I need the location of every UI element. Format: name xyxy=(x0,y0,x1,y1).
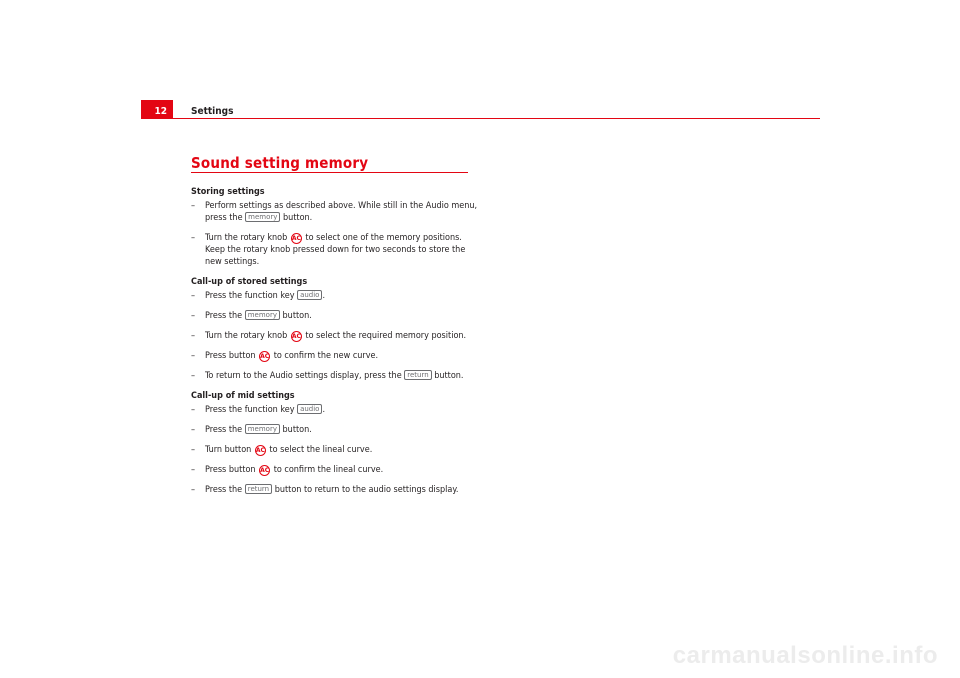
watermark: carmanualsonline.info xyxy=(672,642,938,669)
step: – Press button AC to confirm the lineal curve. xyxy=(191,465,384,475)
subheading-call-up-stored: Call-up of stored settings xyxy=(191,277,308,287)
step-text: Press button xyxy=(205,351,259,361)
step-text: to select the lineal curve. xyxy=(266,445,373,455)
step-text: Press the xyxy=(205,311,245,321)
step-text: . xyxy=(322,405,326,415)
step-text: Perform settings as described above. While still in the Audio menu, press the xyxy=(205,201,478,223)
step-text: button. xyxy=(431,371,464,381)
rotary-knob-icon: AC xyxy=(260,353,270,360)
step: – To return to the Audio settings display, press the return button. xyxy=(191,371,464,381)
memory-button-icon: memory xyxy=(245,212,280,222)
page-number: 12 xyxy=(141,100,173,119)
step: – Turn the rotary knob AC to select the required memory position. xyxy=(191,331,467,341)
step: – Perform settings as described above. While still in the Audio menu, press the memory button. xyxy=(191,201,478,223)
header-rule xyxy=(141,118,820,119)
step-text: button to return to the audio settings display. xyxy=(272,485,459,495)
rotary-knob-icon: AC xyxy=(291,235,301,242)
step-text: . xyxy=(322,291,326,301)
step-text: To return to the Audio settings display, press the xyxy=(205,371,405,381)
subheading-storing-settings: Storing settings xyxy=(191,187,265,197)
audio-button-icon: audio xyxy=(297,290,322,300)
step: – Press the function key audio . xyxy=(191,291,326,301)
step: – Turn the rotary knob AC to select one of the memory positions. Keep the rotary knob pressed down for two seconds to store the new settings. xyxy=(191,233,466,267)
step: – Turn button AC to select the lineal curve. xyxy=(191,445,373,455)
instructions xyxy=(191,184,481,504)
step-text: button. xyxy=(282,213,313,223)
step: – Press button AC to confirm the new curve. xyxy=(191,351,379,361)
step-text: button. xyxy=(279,425,312,435)
section-rule xyxy=(191,172,468,173)
return-button-icon: return xyxy=(404,370,431,380)
rotary-knob-icon: AC xyxy=(291,333,301,340)
return-button-icon: return xyxy=(245,484,272,494)
step-text: button. xyxy=(279,311,312,321)
memory-button-icon: memory xyxy=(245,310,280,320)
header-title: Settings xyxy=(191,106,234,117)
step: – Press the memory button. xyxy=(191,311,312,321)
rotary-knob-icon: AC xyxy=(255,447,265,454)
step-text: Press the function key xyxy=(205,405,298,415)
step-text: to confirm the lineal curve. xyxy=(271,465,384,475)
step-text: to confirm the new curve. xyxy=(271,351,379,361)
step-text: Turn button xyxy=(205,445,254,455)
step-text: Press the xyxy=(205,485,245,495)
step: – Press the function key audio . xyxy=(191,405,326,415)
step-text: Press button xyxy=(205,465,259,475)
rotary-knob-icon: AC xyxy=(260,467,270,474)
step-text: Press the xyxy=(205,425,245,435)
step: – Press the return button to return to the audio settings display. xyxy=(191,485,459,495)
memory-button-icon: memory xyxy=(245,424,280,434)
section-title: Sound setting memory xyxy=(191,154,369,172)
step-text: Press the function key xyxy=(205,291,298,301)
subheading-call-up-mid: Call-up of mid settings xyxy=(191,391,295,401)
audio-button-icon: audio xyxy=(297,404,322,414)
step-text: to select one of the memory positions. Keep the rotary knob pressed down for two seconds to store the new settings. xyxy=(205,233,466,267)
step-text: to select the required memory position. xyxy=(302,331,467,341)
step-text: Turn the rotary knob xyxy=(205,331,290,341)
step: – Press the memory button. xyxy=(191,425,312,435)
step-text: Turn the rotary knob xyxy=(205,233,290,243)
